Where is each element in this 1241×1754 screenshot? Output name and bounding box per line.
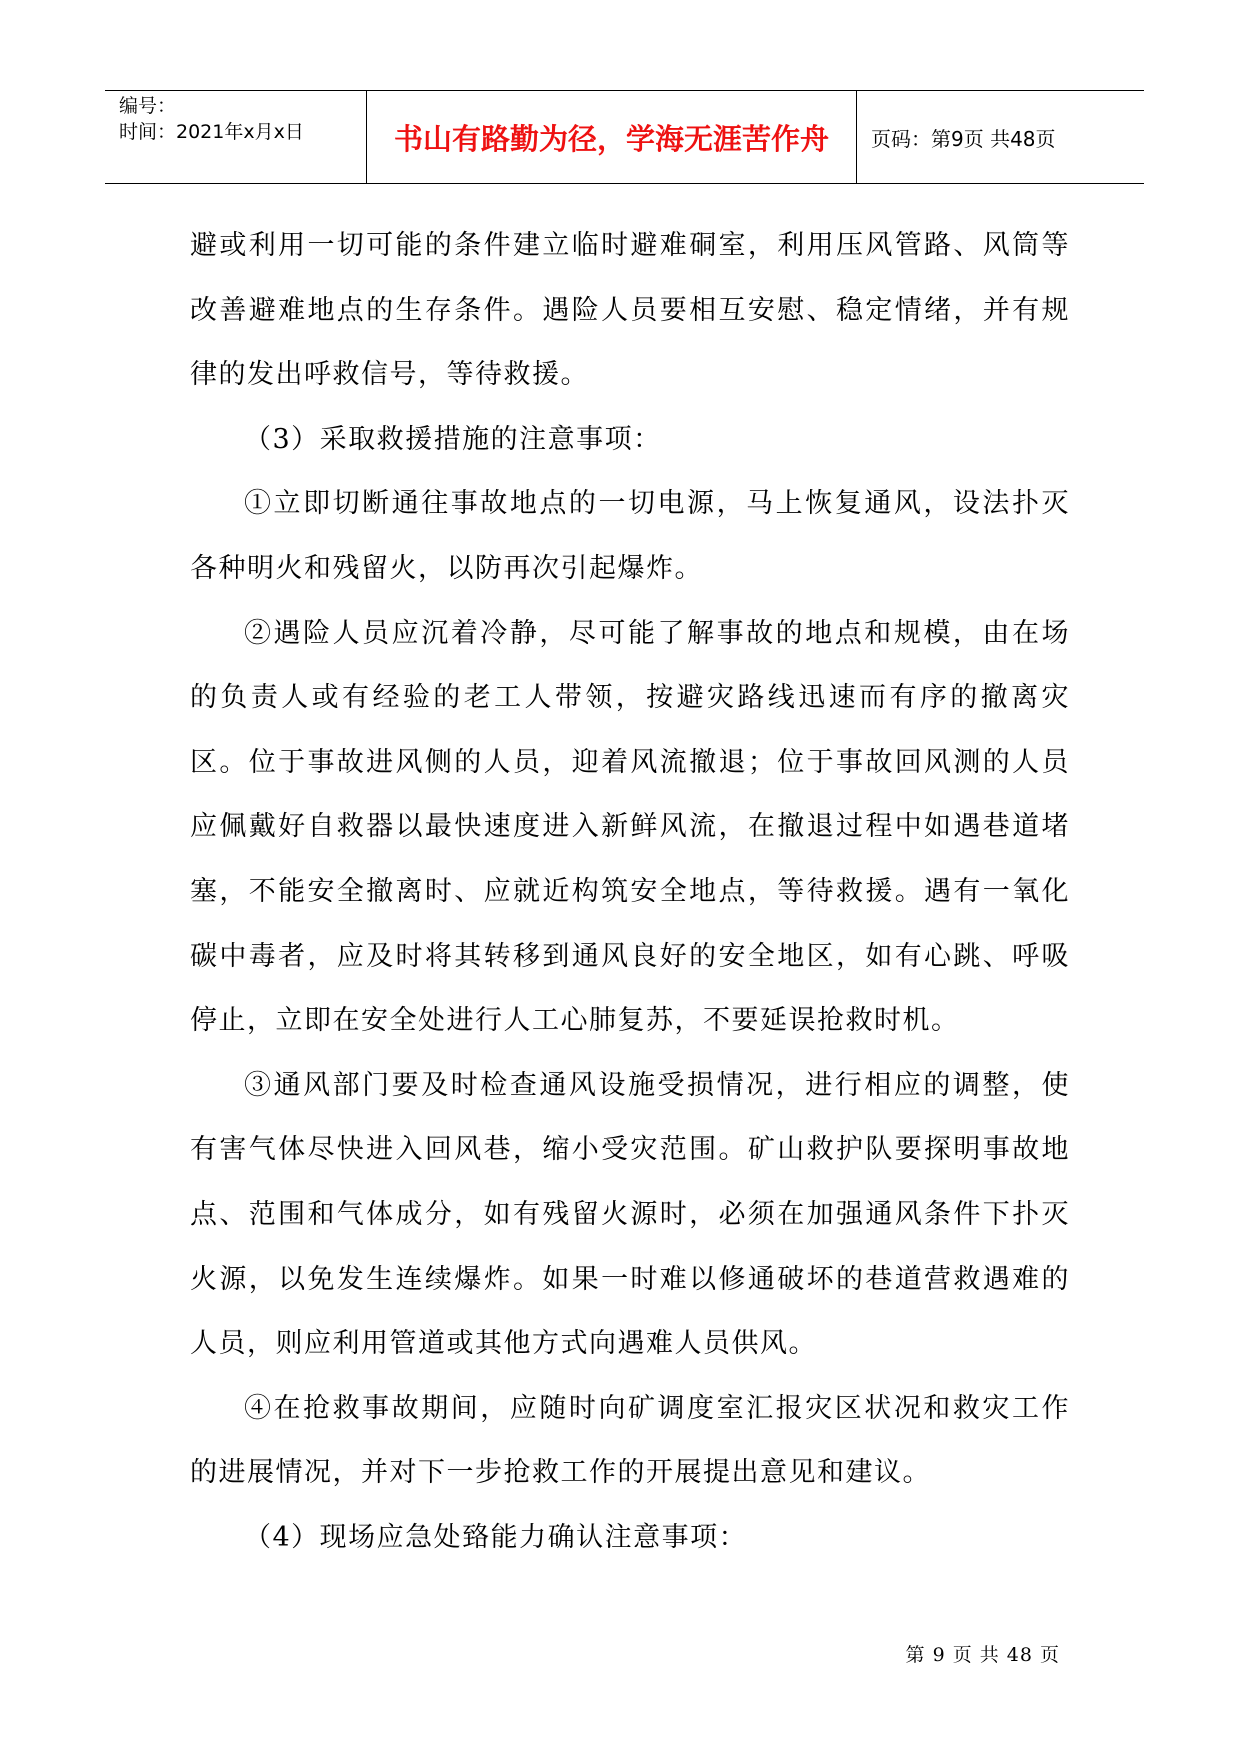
paragraph: （3）采取救援措施的注意事项：: [244, 423, 662, 455]
document-number-label: 编号：: [119, 95, 177, 117]
page-header: [105, 90, 1144, 184]
header-page-info: 页码：第9页 共48页: [871, 126, 1056, 151]
paragraph: ②遇险人员应沉着冷静，尽可能了解事故的地点和规模，由在场的负责人或有经验的老工人带领，按避灾路线迅速而有序的撤离灾区。位于事故进风侧的人员，迎着风流撤退；位于事故回风测的人员应佩戴好自救器以最快速度进入新鲜风流，在撤退过程中如遇巷道堵塞，不能安全撤离时、应就近构筑安全地点，等待救援。遇有一氧化碳中毒者，应及时将其转移到通风良好的安全地区，如有心跳、呼吸停止，立即在安全处进行人工心肺复苏，不要延误抢救时机。: [190, 617, 1070, 1037]
paragraph: 避或利用一切可能的条件建立临时避难硐室，利用压风管路、风筒等改善避难地点的生存条件。遇险人员要相互安慰、稳定情绪，并有规律的发出呼救信号，等待救援。: [190, 230, 1070, 391]
document-time: 时间：2021年x月x日: [119, 121, 304, 143]
document-body: [190, 214, 1070, 1570]
page-footer: 第 9 页 共 48 页: [905, 1644, 1060, 1666]
paragraph: ④在抢救事故期间，应随时向矿调度室汇报灾区状况和救灾工作的进展情况，并对下一步抢救工作的开展提出意见和建议。: [190, 1392, 1070, 1489]
paragraph: ③通风部门要及时检查通风设施受损情况，进行相应的调整，使有害气体尽快进入回风巷，缩小受灾范围。矿山救护队要探明事故地点、范围和气体成分，如有残留火源时，必须在加强通风条件下扑灭火源，以免发生连续爆炸。如果一时难以修通破坏的巷道营救遇难的人员，则应利用管道或其他方式向遇难人员供风。: [190, 1069, 1070, 1360]
header-motto: 书山有路勤为径，学海无涯苦作舟: [367, 91, 857, 183]
paragraph: ①立即切断通往事故地点的一切电源，马上恢复通风，设法扑灭各种明火和残留火，以防再次引起爆炸。: [190, 488, 1070, 584]
paragraph: （4）现场应急处臵能力确认注意事项：: [244, 1521, 748, 1553]
header-meta: [105, 91, 367, 183]
